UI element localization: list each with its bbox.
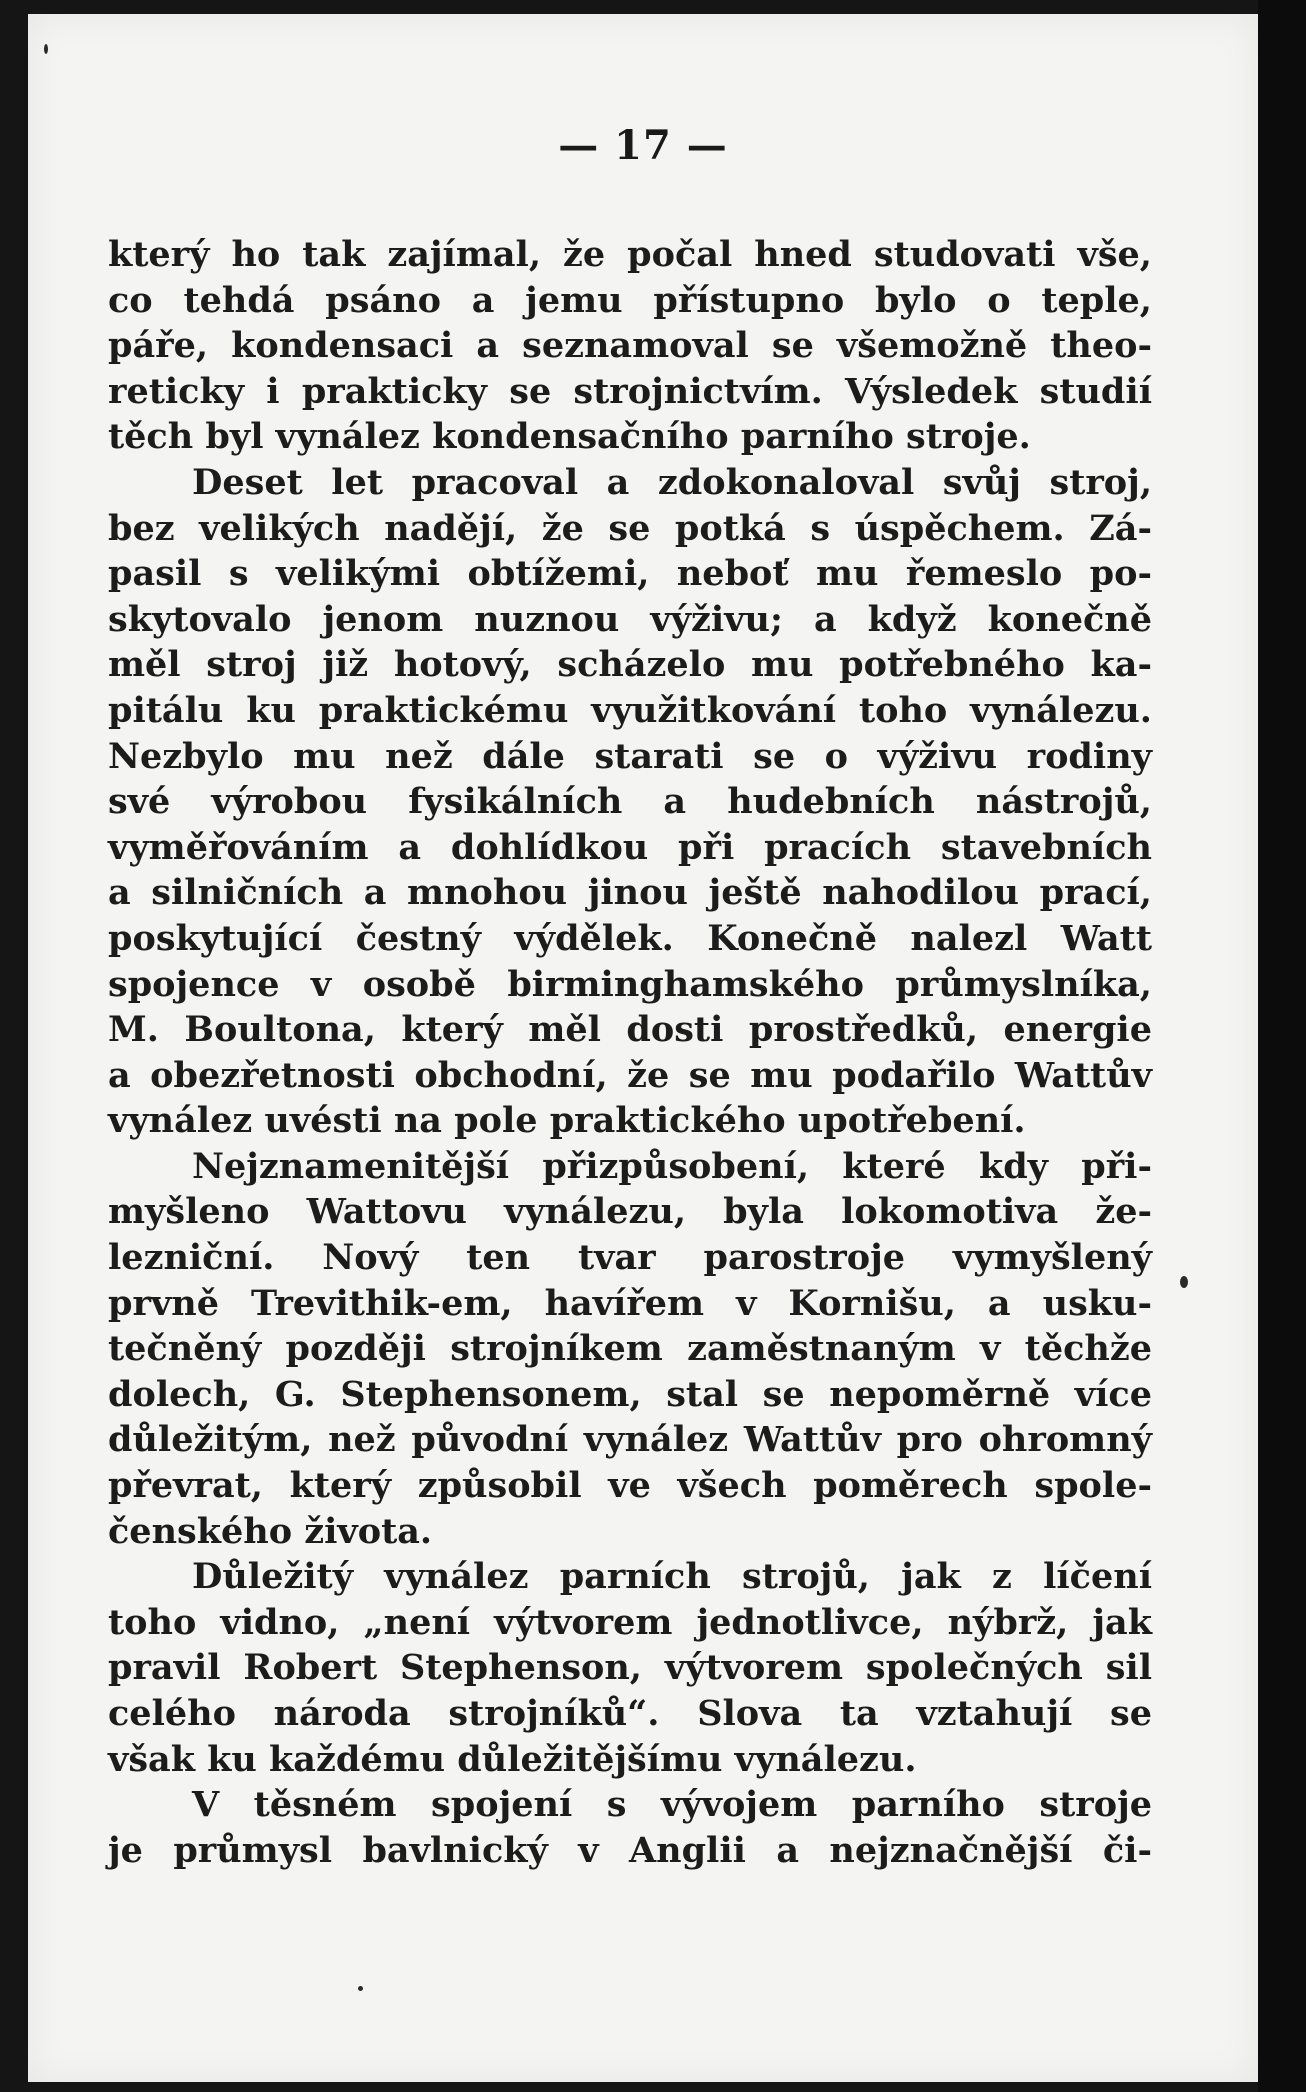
text-line: a obezřetnosti obchodní, že se mu podařilo Wattův — [108, 1054, 1152, 1096]
text-line: vyměřováním a dohlídkou při pracích stavebních — [108, 826, 1152, 868]
ink-speck — [44, 44, 48, 54]
text-line: celého národa strojníků“. Slova ta vztahují se — [108, 1693, 1152, 1734]
text-line: Nezbylo mu než dále starati se o výživu rodiny — [108, 735, 1152, 777]
text-line: V těsném spojení s vývojem parního stroje — [192, 1784, 1152, 1826]
text-line: spojence v osobě birminghamského průmyslníka, — [108, 963, 1152, 1005]
text-line: je průmysl bavlnický v Anglii a nejznačnější či- — [108, 1829, 1152, 1871]
ink-speck — [358, 1986, 363, 1991]
text-line: však ku každému důležitějšímu vynálezu. — [108, 1738, 917, 1780]
text-line: reticky i prakticky se strojnictvím. Výsledek studií — [108, 370, 1152, 412]
text-line: který ho tak zajímal, že počal hned studovati vše, — [108, 234, 1152, 275]
text-line: lezniční. Nový ten tvar parostroje vymyšlený — [108, 1237, 1152, 1279]
text-line: své výrobou fysikálních a hudebních nástrojů, — [108, 781, 1152, 823]
text-line: tečněný později strojníkem zaměstnaným v těchže — [108, 1328, 1152, 1370]
text-line: těch byl vynález kondensačního parního stroje. — [108, 416, 1031, 458]
text-line: pasil s velikými obtížemi, neboť mu řemeslo po- — [108, 553, 1152, 595]
body-text — [108, 232, 1152, 1873]
text-line: pravil Robert Stephenson, výtvorem společných sil — [108, 1647, 1152, 1689]
text-line: prvně Trevithik-em, havířem v Kornišu, a usku- — [108, 1282, 1152, 1324]
book-page — [28, 14, 1258, 2082]
text-line: Nejznamenitější přizpůsobení, které kdy při- — [192, 1145, 1152, 1187]
ink-speck — [1180, 1276, 1188, 1288]
text-line: měl stroj již hotový, scházelo mu potřebného ka- — [108, 644, 1152, 686]
text-line: vynález uvésti na pole praktického upotřebení. — [108, 1100, 1026, 1142]
text-line: Deset let pracoval a zdokonaloval svůj stroj, — [192, 461, 1152, 503]
text-line: páře, kondensaci a seznamoval se všemožně theo- — [108, 325, 1152, 367]
text-line: toho vidno, „není výtvorem jednotlivce, nýbrž, jak — [108, 1601, 1152, 1643]
text-line: myšleno Wattovu vynálezu, byla lokomotiva že- — [108, 1191, 1152, 1233]
text-line: poskytující čestný výdělek. Konečně nalezl Watt — [108, 917, 1152, 959]
text-line: Důležitý vynález parních strojů, jak z líčení — [192, 1556, 1152, 1598]
text-line: skytovalo jenom nuznou výživu; a když konečně — [108, 598, 1152, 640]
page-number: — 17 — — [558, 122, 728, 169]
text-line: M. Boultona, který měl dosti prostředků, energie — [108, 1009, 1152, 1051]
text-line: dolech, G. Stephensonem, stal se nepoměrně více — [108, 1373, 1152, 1415]
text-line: pitálu ku praktickému využitkování toho vynálezu. — [108, 689, 1152, 731]
text-line: co tehdá psáno a jemu přístupno bylo o teple, — [108, 279, 1152, 321]
text-line: převrat, který způsobil ve všech poměrech spole- — [108, 1465, 1152, 1507]
text-line: čenského života. — [108, 1510, 433, 1552]
text-line: bez velikých nadějí, že se potká s úspěchem. Zá- — [108, 507, 1152, 549]
text-line: a silničních a mnohou jinou ještě nahodilou prací, — [108, 872, 1152, 914]
text-line: důležitým, než původní vynález Wattův pro ohromný — [108, 1419, 1152, 1461]
page-edge-shadow — [1258, 0, 1306, 2092]
